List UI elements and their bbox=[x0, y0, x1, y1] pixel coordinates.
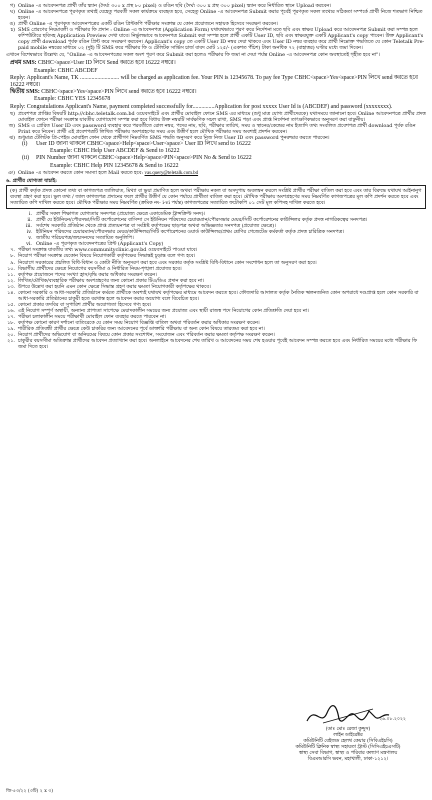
recovery-line: User ID জানা থাকলে CBHC<space>Help<space>User<space> User ID লিখে send to 16222 bbox=[36, 141, 251, 148]
condition-number: ১৯. bbox=[7, 326, 15, 333]
sms-first-example: Example: CBHC ABCDEF bbox=[34, 67, 98, 74]
item-text: Online -এ আবেদনপত্র প্রার্থী তাঁর স্ক্যান (দৈর্ঘ্য ৩০০ x প্রস্থ ৮০ pixel) ও রঙিন ছবি (দৈর্ঘ্য ৩০০ x প্রস্থ ৩০০ pixel) স্ক্যান করে নির্ধারিত স্থানে Upload করবেন। bbox=[18, 3, 331, 9]
support-mail-link[interactable]: vas.query@teletalk.com.bd bbox=[144, 170, 199, 176]
section-6-box-text: (ক) প্রার্থী কর্তৃক প্রদত্ত কোনো তথ্য বা কাগজপত্র জালিয়াত, মিথ্যা বা ভুয়া প্রমাণিত হলে অথবা পরীক্ষায় নকল বা অসদুপায় অবলম্বন করলে সংশ্লিষ্ট প্রার্থীর পরীক্ষা বাতিল করা হবে এবং তার বিরুদ্ধে যথাযথ আইনানুগ ব্যবস্থা গ্রহণ করা হবে। ভুল তথ্য / জাল কাগজপত্র প্রদানের ফলে প্রার্থীর উত্তীর্ণ যে কোন পর্যায়ে প্রার্থীতা বাতিল করা হবে। মৌখিক পরীক্ষায় অংশগ্রহণের সময় নিম্নবর্ণিত কাগজপত্রের মূল কপি প্রদর্শন করতে হবে এবং সত্যায়িত কপি দাখিল করতে হবে। মৌখিক পরীক্ষার সময় নিম্নবর্ণিত (ক্রমিক নং- i-vi পর্যন্ত) কাগজপত্রের সত্যায়িত ফটোকপি ০১ সেট মূল কপিসহ দাখিল করতে হবে। bbox=[10, 187, 422, 207]
condition-number: ২০. bbox=[7, 332, 15, 339]
condition-number: ৯. bbox=[10, 259, 15, 266]
sms-first bbox=[6, 60, 426, 67]
document-number: vi. bbox=[26, 241, 32, 248]
signature-scrawl-icon bbox=[303, 703, 393, 729]
recovery-item bbox=[6, 155, 426, 169]
item-mail bbox=[6, 170, 426, 177]
sms-first-line: CBHC<space>User ID লিখে Send করতে হবে 16222 নম্বরে। bbox=[36, 60, 176, 67]
condition-number: ১০. bbox=[7, 265, 15, 272]
item-text: শুধুমাত্র টেলিটক প্রি-পেইড মোবাইল ফোন থেকে প্রার্থীগণ নিম্নবর্ণিত SMS পদ্ধতি অনুসরণ করে নিজ নিজ User ID এবং password পুনরুদ্ধার করতে পারবেন। bbox=[18, 135, 330, 142]
condition-text: কোনো সরকারি ও আধা-সরকারি প্রতিষ্ঠানে কর্মরত প্রার্থীকে অবশ্যই যথাযথ কর্তৃপক্ষের মাধ্যমে আবেদন করতে হবে। ফৌজদারি আদালত কর্তৃক নৈতিক স্খলনজনিত কোন অপরাধে দণ্ডপ্রাপ্ত হলে কোন সরকারি বা আধা-সরকারি প্রতিষ্ঠানের চাকুরী হতে বরখাস্ত হলে আবেদন করার অযোগ্য বলে বিবেচিত হবে। bbox=[18, 289, 419, 302]
item-text: প্রবেশপত্র প্রাপ্তির বিষয়টি http://cbhc.teletalk.com.bd ওয়েবসাইটে এবং প্রার্থীর মোবাইল ফোনে SMS এর মাধ্যমে (শুধু মাত্র যোগ্য প্রার্থীদেরকে) যথাসময়ে জানানো হবে। Online আবেদনপত্রে প্রার্থীর প্রদত্ত মোবাইল ফোনে পরীক্ষা সংক্রান্ত যাবতীয় যোগাযোগ সম্পন্ন করা হবে বিধায় উক্ত নম্বরটি সার্বক্ষণিক সচল রাখা, SMS পড়া এবং প্রাপ্ত নির্দেশনা তাৎক্ষণিকভাবে অনুসরণ করা বাঞ্ছনীয়। bbox=[18, 110, 426, 123]
sms-second-line: CBHC<space>Yes<space>PIN লিখে send করতে হবে 16222 নম্বরে। bbox=[39, 89, 197, 96]
list-item bbox=[6, 338, 426, 350]
document-text: জাতীয় পরিচয়পত্র/জন্মসনদের সত্যায়িত অনুলিপি। bbox=[36, 235, 134, 242]
list-item bbox=[6, 27, 426, 51]
instructions-top bbox=[6, 3, 426, 51]
sms-first-reply: Reply: Applicant's Name, TK ........................... will be charged as application fee. Your PIN is 12345678. To pay fee Type CBHC<space>Yes<space>PIN লিখে send করতে হবে 16222 নম্বরে। bbox=[10, 74, 418, 89]
condition-number: ১৫. bbox=[7, 301, 15, 308]
condition-number: ৭. bbox=[10, 247, 15, 254]
signatory-line: বিএমআরসি ভবন, মহাখালী, ঢাকা-১২১২। bbox=[307, 757, 389, 762]
document-text: Online -এ পূরণকৃত আবেদনপত্রের প্রিন্ট (Applicant's Copy) bbox=[36, 241, 164, 248]
item-number: জ) bbox=[8, 122, 15, 129]
condition-text: নিয়োগ পরীক্ষা সংক্রান্ত যেকোন বিষয়ে নিয়োগকারী কর্তৃপক্ষের সিদ্ধান্তই চূড়ান্ত বলে গণ্য হবে। bbox=[18, 253, 196, 260]
condition-text: নিয়োগ প্রার্থীদের অভিযোগ বা অনিয়মের বিষয়ে কোন প্রকার সংশোধন, সংযোজন এবং পরিবর্তন করার ক্ষমতা কর্তৃপক্ষ সংরক্ষণ করেন। bbox=[18, 332, 275, 339]
condition-number: ১৬. bbox=[7, 307, 15, 314]
item-number: চ) bbox=[10, 27, 15, 34]
condition-number: ১৭. bbox=[7, 313, 15, 320]
document-number: v. bbox=[28, 235, 32, 242]
item-text: SMS এ প্রেরিত User ID এবং password ব্যবহার করে পরবর্তীতে রোল নম্বর, পদের নাম, ছবি, পরীক্ষার তারিখ, সময় ও স্থানের/কেন্দ্রের নাম ইত্যাদি তথ্য সংবলিত প্রবেশপত্র প্রার্থী download পূর্বক রঙিন Print করে নিবেন। প্রার্থী এই প্রবেশপত্রটি লিখিত পরীক্ষায় অংশগ্রহণের সময় এবং উত্তীর্ণ হলে মৌখিক পরীক্ষার সময় অবশ্যই প্রদর্শন করবেন। bbox=[18, 122, 416, 135]
document-number: ii. bbox=[27, 217, 32, 224]
document-text: প্রার্থীর সকল শিক্ষাগত যোগ্যতার সনদপত্র (প্রয়োজ্য ক্ষেত্রে একাডেমিক ট্রান্সক্রিপ্ট সনদ)। bbox=[36, 211, 206, 218]
recovery-number: (i) bbox=[22, 141, 28, 148]
recovery-example: Example: CBHC Help PIN 12345678 & Send to 16222 bbox=[50, 162, 179, 169]
signatory-details bbox=[288, 727, 408, 763]
condition-number: ১২. bbox=[7, 277, 15, 284]
condition-number: ১৪. bbox=[7, 289, 15, 296]
item-number: ঞ) bbox=[7, 169, 15, 176]
signatory-line: (ডাঃ মোঃ রেজা কুদ্দুস) bbox=[325, 727, 371, 732]
condition-text: শারীরিক প্রতিবন্ধী প্রার্থীর ক্ষেত্রে কেউ চাকরির জন্য আবেদনের পূর্বে ডাক্তারি পরীক্ষায় বা অন্য কোন বিষয়ে তারতম্য করা হবে না। bbox=[18, 326, 265, 333]
signatory-line: কমিউনিটি ক্লিনিক স্বাস্থ্য সহায়তা ট্রাস্ট (সিসিএইচএসটি) bbox=[295, 745, 401, 750]
section-6-box bbox=[6, 185, 426, 209]
item-number: গ) bbox=[9, 3, 15, 9]
document-number: iii. bbox=[25, 223, 32, 230]
note-intro: এখানে বিশেষভাবে উল্লেখ্য যে, "Online -এ আবেদনপত্রের সকল অংশ পূরণ করে Submit করা হলেও পরীক্ষার ফি জমা না দেয়া পর্যন্ত Online -এ আবেদনপত্র কোন অবস্থাতেই গৃহীত হবে না"। bbox=[6, 52, 381, 59]
condition-text: বিভাগীয় প্রার্থীদের ক্ষেত্রে নিয়োগের বয়সসীমা ও নির্ধারিত নিয়ম-শৃঙ্খলা প্রযোজ্য হবে। bbox=[18, 265, 182, 272]
condition-text: কর্তৃপক্ষ প্রয়োজনে পদের সংখ্যা হ্রাস/বৃদ্ধি করার অধিকার সংরক্ষণ করেন। bbox=[18, 271, 157, 278]
condition-text: চাকুরীর বয়সসীমা অতিক্রান্ত প্রার্থীদের আবেদন প্রত্যাখ্যান করা হবে। অনলাইনে আবেদনের শেষ তারিখ ও আবেদনের সময় শেষ হওয়ার পূর্বেই আবেদন সম্পন্ন করতে হবে এবং নির্ধারিত সময়ের মধ্যে পরীক্ষার ফি জমা দিতে হবে। bbox=[18, 338, 417, 351]
sms-second-label: দ্বিতীয় SMS: bbox=[10, 89, 40, 96]
item-number: ঘ) bbox=[10, 9, 15, 16]
condition-text: নিয়োগে সরকারের প্রচলিত বিধি-বিধান ও কোটা নীতি অনুসরণ করা হবে এবং সরকার কর্তৃক সংশ্লিষ্ট বিধি-বিধানে কোন সংশোধন হলে তা অনুসরণ করা হবে। bbox=[18, 259, 317, 266]
list-item bbox=[6, 111, 426, 123]
recovery-methods bbox=[6, 141, 426, 170]
signatory-line: কমিউনিটি বেইজড হেলথ কেয়ার (সিবিএইচসি) bbox=[303, 739, 393, 744]
recovery-text bbox=[36, 141, 426, 155]
condition-text: পরীক্ষা চলাকালীন সময়ে পরীক্ষার্থী মোবাইল ফোন ব্যবহার করতে পারবেন না। bbox=[18, 313, 167, 320]
item-text: প্রার্থী Online -এ পূরণকৃত আবেদনপত্রের একটি রঙিন প্রিন্টকপি পরীক্ষার সংক্রান্ত যে কোন প্রয়োজনে সহায়ক হিসেবে সংরক্ষণ করবেন। bbox=[18, 21, 278, 28]
item-number: ঝ) bbox=[9, 135, 15, 142]
list-item bbox=[6, 123, 426, 135]
required-documents bbox=[6, 211, 426, 247]
signature-block bbox=[288, 703, 408, 763]
document-text: ইউনিয়ন পরিষদের চেয়ারম্যান/পৌরসভার মেয়র/কাউন্সিলর/সিটি কর্পোরেশনের ওয়ার্ড কাউন্সিলর/প্রথম শ্রেণির গেজেটেড কর্মকর্তা কর্তৃক প্রদত্ত চারিত্রিক সনদপত্র। bbox=[36, 229, 344, 236]
general-conditions bbox=[6, 247, 426, 350]
recovery-example: Example: CBHC Help User ABCDEF & Send to 16222 bbox=[50, 148, 180, 155]
sms-first-label: প্রথম SMS: bbox=[10, 60, 37, 67]
item-text: Online -এ আবেদনপত্রে পূরণকৃত তথ্যই যেহেতু পরবর্তী সকল কার্যক্রমে ব্যবহৃত হবে, সেহেতু Online -এ আবেদনপত্র Submit করার পূর্বেই পূরণকৃত সকল তথ্যের সঠিকতা সম্পর্কে প্রার্থী নিজে শতভাগ নিশ্চিত হবেন। bbox=[18, 9, 423, 22]
document-text: সর্বশেষ সরকারি প্রতিষ্ঠান থেকে প্রাপ্ত প্রত্যয়নপত্র বা সংশ্লিষ্ট কর্তৃপক্ষের ছাড়পত্র অথবা অভিজ্ঞতার সনদপত্র (প্রয়োজ্য ক্ষেত্রে)। bbox=[36, 223, 276, 230]
condition-number: ১১. bbox=[7, 271, 15, 278]
signatory-line: স্বাস্থ্য সেবা বিভাগ, স্বাস্থ্য ও পরিবার কল্যাণ মন্ত্রণালয় bbox=[298, 751, 398, 756]
document-number: iv. bbox=[26, 229, 32, 236]
condition-text: পরীক্ষা সংক্রান্ত যাবতীয় তথ্য www.communityclinic.gov.bd ওয়েবসাইটে পাওয়া যাবে। bbox=[18, 247, 198, 254]
sms-second-reply: Reply: Congratulations Applicant's Name, payment completed successfully for...............Application for post xxxxx User Id is (ABCDEF) and password (xxxxxxxx). bbox=[10, 103, 393, 110]
sms-second bbox=[6, 89, 426, 96]
condition-number: ২১. bbox=[7, 338, 15, 345]
condition-number: ১৩. bbox=[7, 283, 15, 290]
section-6-heading: ৬. প্রার্থীর যোগ্যতা যাচাই: bbox=[6, 177, 57, 184]
recovery-item bbox=[6, 141, 426, 155]
condition-text: লিখিত/মৌখিক/ব্যবহারিক পরীক্ষায় অংশগ্রহণের জন্য কোনো প্রকার টিএ/ডিএ প্রদান করা হবে না। bbox=[18, 277, 205, 284]
item-number: ছ) bbox=[10, 110, 15, 117]
recovery-number: (ii) bbox=[22, 155, 30, 162]
item-number: ঙ) bbox=[9, 21, 15, 28]
list-item bbox=[6, 9, 426, 21]
signatory-line: লাইন ডাইরেক্টর bbox=[333, 733, 363, 738]
list-item bbox=[6, 290, 426, 302]
instructions-mid bbox=[6, 111, 426, 141]
condition-number: ৮. bbox=[10, 253, 15, 260]
mail-text: Online -এ আবেদন করতে কোন সমস্যা হলে Mail করতে হবে: bbox=[18, 169, 143, 176]
condition-text: কোনো প্রকার তদবির বা সুপারিশ প্রার্থীর অযোগ্যতা হিসেবে গণ্য হবে। bbox=[18, 301, 152, 308]
document-number: i. bbox=[28, 211, 32, 218]
item-text: SMS প্রেরণের নিয়মাবলী ও পরীক্ষার ফি প্রদান : Online -এ আবেদনপত্র (Application Form) যথাযথভাবে পূরণ করে নির্দেশনা মতে ছবি এবং স্বাক্ষর Upload করে আবেদনপত্র Submit করা সম্পন্ন হলে কম্পিউটারে ছবিসহ Application Preview দেখা যাবে। নির্ভুলভাবে আবেদনপত্র Submit করা সম্পন্ন হলে প্রার্থী একটি User ID, ছবি এবং স্বাক্ষরযুক্ত একটি Applicant's copy পাবেন। উক্ত Applicant's copy প্রার্থী download পূর্বক রঙিন প্রিন্ট করে সংরক্ষণ করবেন। Applicant's copy তে একটি User ID নম্বর দেয়া থাকবে এবং User ID নম্বর ব্যবহার করে প্রার্থী নিম্নোক্ত পদ্ধতিতে যে কোন Teletalk Pre-paid mobile নম্বরের মাধ্যমে ০২ (দুই) টি SMS করে পরীক্ষার ফি ও টেলিটক সার্ভিস চার্জ বাবদ মোট ১২৫/- (একশত পঁচিশ) টাকা অনধিক ৭২ (বাহাত্তর) ঘণ্টার মধ্যে জমা দিবেন। bbox=[18, 27, 425, 52]
signature-date: ২৬.০৮.২০২২ bbox=[379, 717, 406, 722]
condition-text: উপরে উল্লেখ করা হয়নি এমন কোন ক্ষেত্রে সিদ্ধান্ত গ্রহণ করার ক্ষমতা নিয়োগকারী কর্তৃপক্ষের থাকবে। bbox=[18, 283, 211, 290]
recovery-line: PIN Number জানা থাকলে CBHC<space>Help<space>PIN<space>PIN No & Send to 16222 bbox=[36, 155, 252, 162]
condition-text: কর্তৃপক্ষ কোনো কারণ দর্শানো ব্যতিরেকে যে কোন সময় নিয়োগ বিজ্ঞপ্তি বাতিল অথবা পরিবর্তন করার অধিকার সংরক্ষণ করেন। bbox=[18, 319, 260, 326]
recovery-text bbox=[36, 155, 426, 169]
footer-code: জি-৫৩/২২ (৩টি) ২ x ৩) bbox=[6, 789, 54, 794]
document-text: প্রার্থী যে ইউনিয়ন/পৌরসভা/সিটি কর্পোরেশনের বাসিন্দা সে ইউনিয়ন পরিষদের চেয়ারম্যান/পৌরসভার মেয়র/সিটি কর্পোরেশনের কাউন্সিলর কর্তৃক প্রদত্ত নাগরিকত্বের সনদপত্র। bbox=[36, 217, 368, 224]
condition-number: ১৮. bbox=[7, 319, 15, 326]
condition-text: এই নিয়োগ সম্পূর্ণ অস্থায়ী, অন্যান্য প্রাপ্যতা সাপেক্ষে মেয়াদকালীন সময়ের জন্য প্রযোজ্য এবং স্থায়ী রাজস্ব পদে নিয়োগের কোন প্রতিশ্রুতি দেয়া হবে না। bbox=[18, 307, 309, 314]
sms-second-example: Example: CBHC YES 12345678 bbox=[34, 96, 111, 103]
